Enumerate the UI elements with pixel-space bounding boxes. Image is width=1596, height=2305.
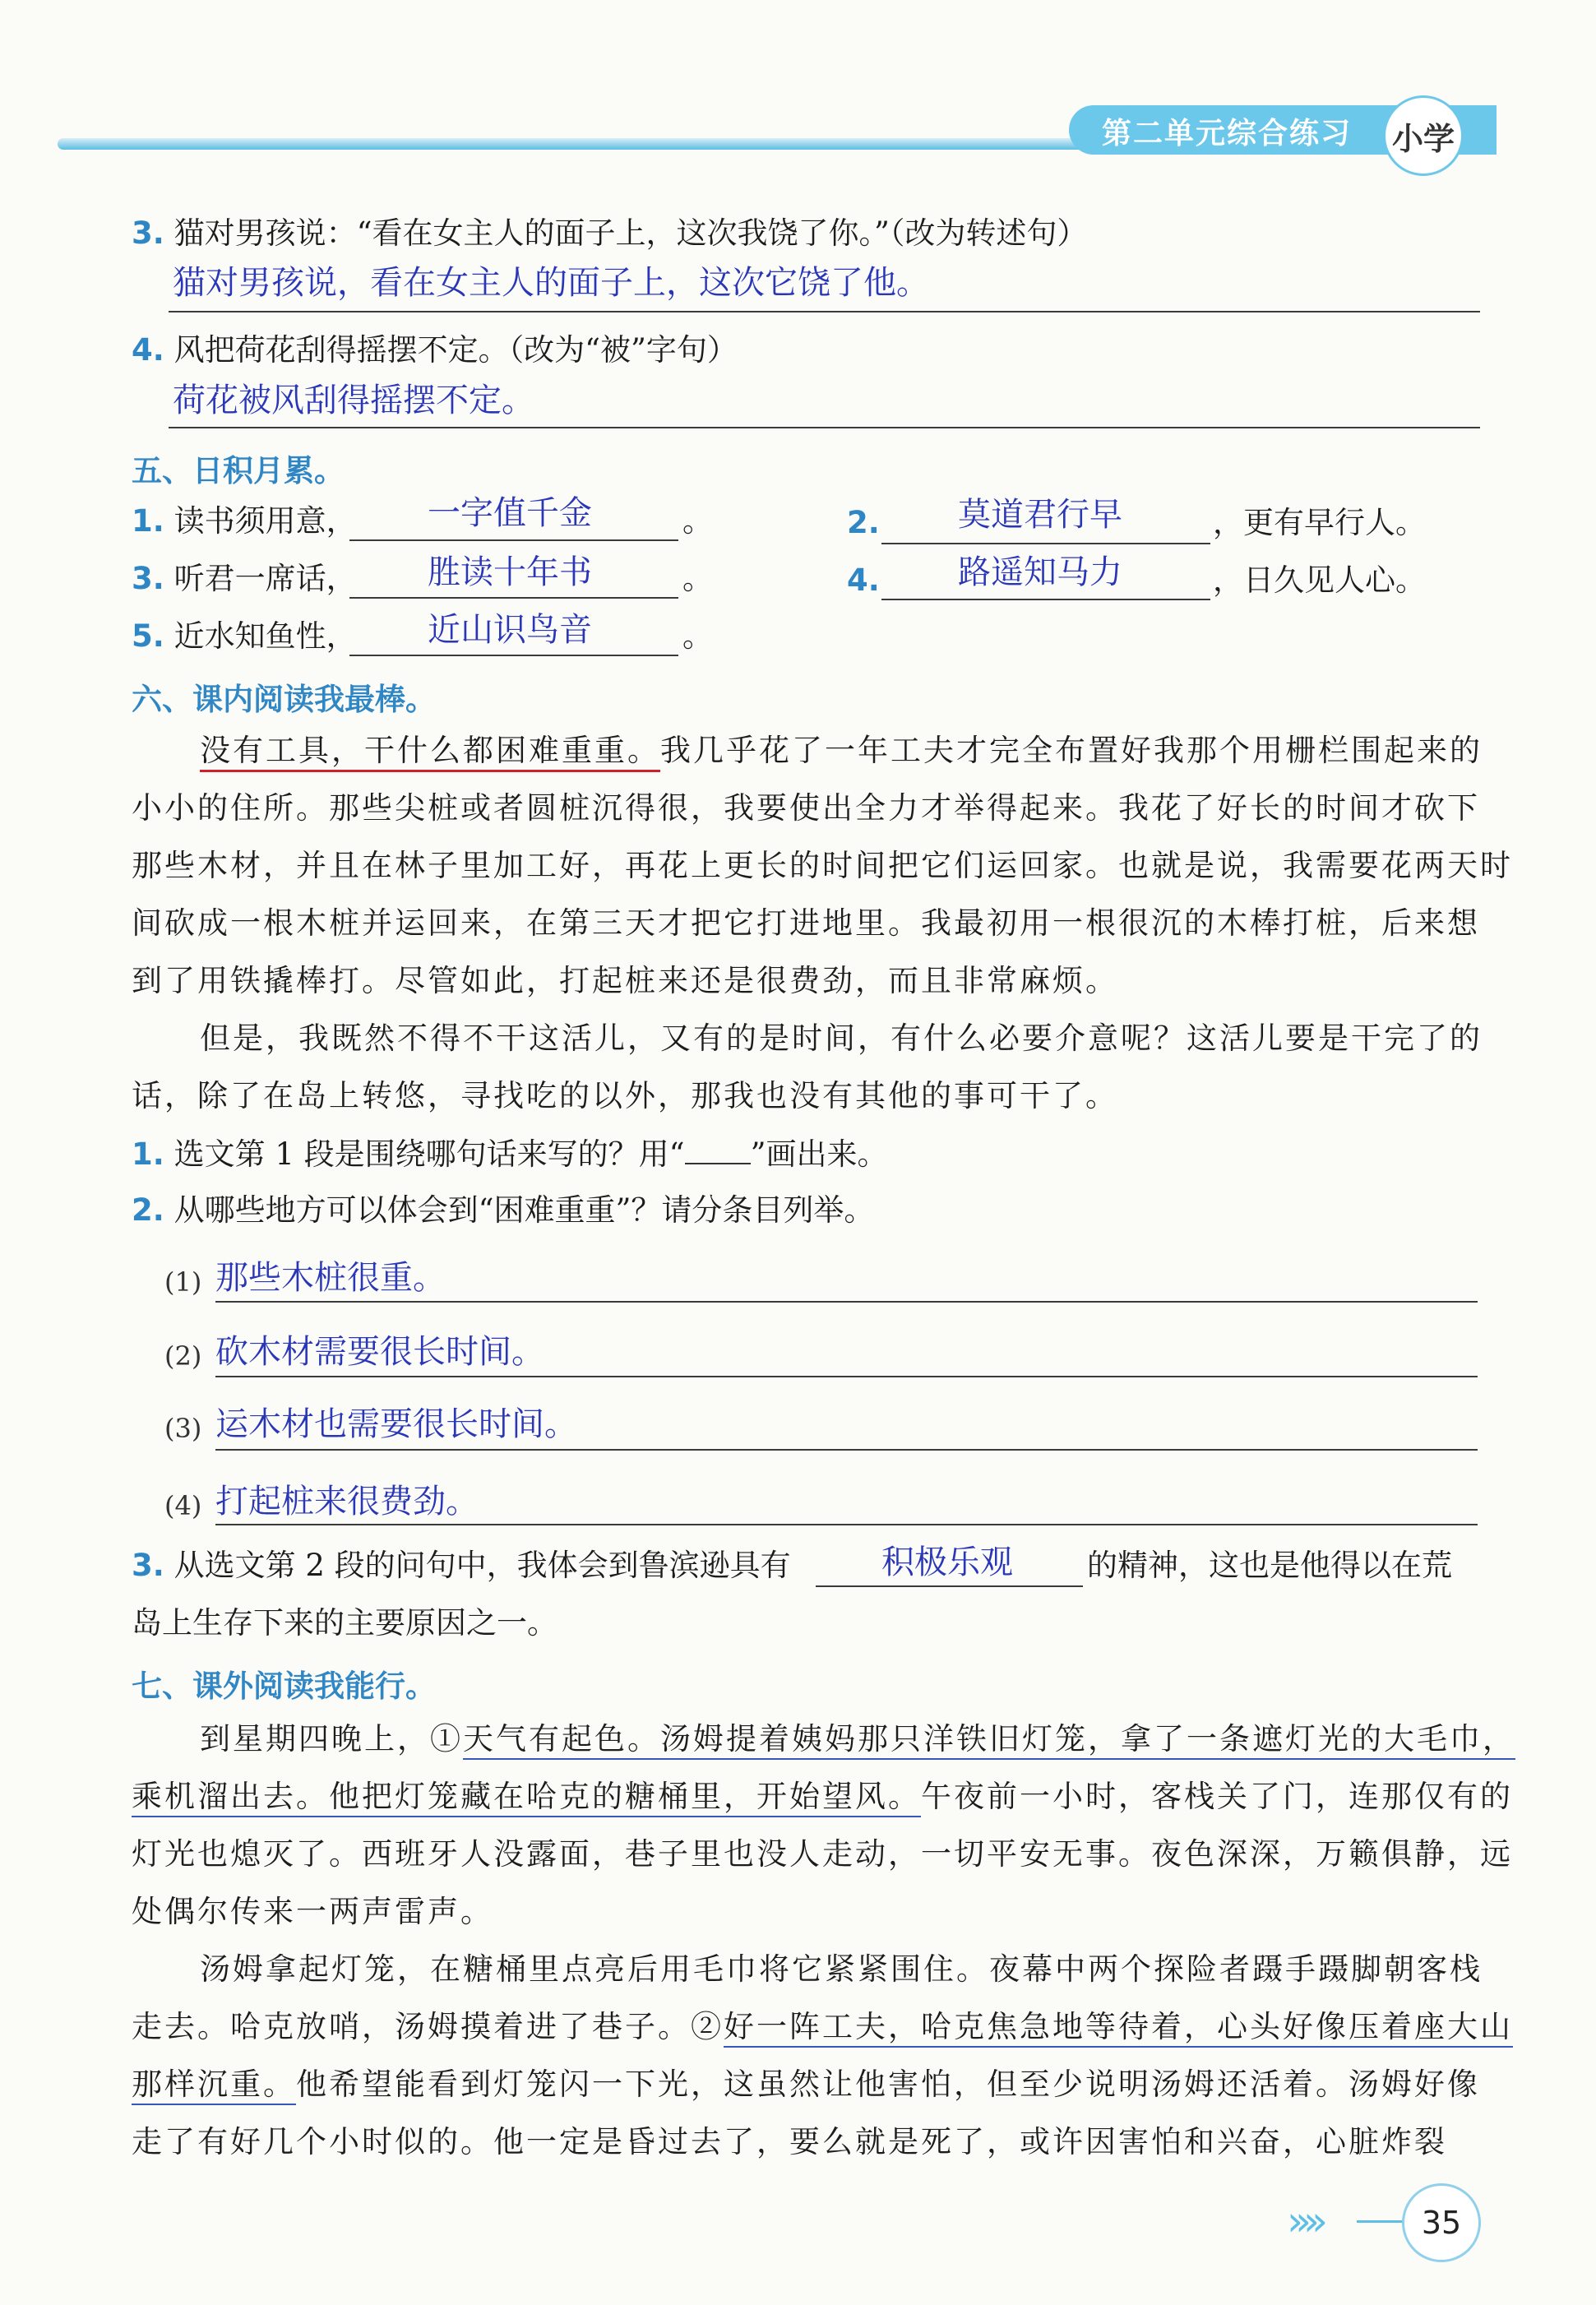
answer-line <box>215 1376 1478 1377</box>
reading-question-2 <box>132 1191 874 1230</box>
question-number: 2. <box>132 1192 164 1228</box>
underlined-sentence-1-cont: 乘机溜出去。他把灯笼藏在哈克的糖桶里，开始望风。 <box>132 1779 921 1817</box>
question-number: 1. <box>132 1136 164 1172</box>
idiom-item-4 <box>847 561 880 600</box>
question-prompt-line2: 岛上生存下来的主要原因之一。 <box>132 1605 557 1641</box>
chevron-right-icon: ›››› <box>1287 2197 1320 2245</box>
footer-divider <box>1357 2220 1406 2223</box>
underlined-sentence-2: 好一阵工夫，哈克焦急地等待着，心头好像压着座大山 <box>724 2009 1513 2048</box>
fill-line <box>349 539 678 541</box>
idiom-item-1 <box>132 502 357 541</box>
answer-line <box>169 427 1480 428</box>
item-number: 4. <box>847 562 880 598</box>
passage-text: 我几乎花了一年工夫才完全布置好我那个用栅栏围起来的 <box>660 733 1483 768</box>
passage-line: 那些木材，并且在林子里加工好，再花上更长的时间把它们运回家。也就是说，我需要花两天时 <box>132 848 1513 883</box>
passage-line: 处偶尔传来一两声雷声。 <box>132 1894 493 1929</box>
answer-text: 运木材也需要很长时间。 <box>215 1405 577 1443</box>
underlined-sentence-2-cont: 那样沉重。 <box>132 2067 296 2105</box>
passage-line: 到了用铁撬棒打。尽管如此，打起桩来还是很费劲，而且非常麻烦。 <box>132 963 1118 998</box>
passage-line <box>200 1710 1515 1768</box>
passage-line <box>132 1998 1513 2056</box>
answer-line <box>215 1524 1478 1525</box>
passage-line: 但是，我既然不得不干这活儿，又有的是时间，有什么必要介意呢？这活儿要是干完了的 <box>200 1021 1483 1056</box>
question-number: 4. <box>132 332 164 368</box>
fill-answer: 路遥知马力 <box>958 553 1122 591</box>
passage-line <box>132 2056 1480 2113</box>
fill-answer: 一字值千金 <box>428 494 592 532</box>
passage-line: 灯光也熄灭了。西班牙人没露面，巷子里也没人走动，一切平安无事。夜色深深，万籁俱静，远 <box>132 1836 1513 1872</box>
fill-line <box>881 543 1210 544</box>
question-prompt: 从哪些地方可以体会到“困难重重”？请分条目列举。 <box>173 1192 875 1228</box>
item-tail: 。 <box>682 618 713 654</box>
answer-line <box>215 1449 1478 1451</box>
item-number: 5. <box>132 618 164 654</box>
answer-label: (3) <box>164 1413 202 1444</box>
answer-label: (4) <box>164 1490 202 1521</box>
question-number: 3. <box>132 215 164 251</box>
passage-line: 间砍成一根木桩并运回来，在第三天才把它打进地里。我最初用一根很沉的木棒打桩，后来想 <box>132 905 1480 941</box>
reading-question-1 <box>132 1135 887 1174</box>
answer-text: 那些木桩很重。 <box>215 1259 446 1297</box>
fill-answer: 莫道君行早 <box>958 496 1122 534</box>
item-number: 2. <box>847 505 880 540</box>
answer-label: (1) <box>164 1266 202 1298</box>
question-prompt: 从选文第 2 段的问句中，我体会到鲁滨逊具有 <box>173 1548 791 1583</box>
reading-question-3 <box>132 1546 791 1585</box>
question-prompt-tail: ”画出来。 <box>750 1136 888 1172</box>
fill-line <box>349 597 678 599</box>
fill-line <box>816 1585 1083 1587</box>
item-text: 听君一席话， <box>173 561 357 596</box>
passage-line <box>200 722 1483 780</box>
question-4 <box>132 331 738 370</box>
idiom-item-2 <box>847 503 880 543</box>
underlined-sentence-1: 天气有起色。汤姆提着姨妈那只洋铁旧灯笼，拿了一条遮灯光的大毛巾， <box>463 1721 1515 1760</box>
item-tail: 。 <box>682 503 713 539</box>
key-sentence-underlined: 没有工具，干什么都困难重重。 <box>200 733 660 772</box>
unit-title: 第二单元综合练习 <box>1102 117 1353 150</box>
passage-line <box>132 1768 1513 1826</box>
answer-text: 猫对男孩说，看在女主人的面子上，这次它饶了他。 <box>173 264 929 302</box>
passage-text: 他希望能看到灯笼闪一下光，这虽然让他害怕，但至少说明汤姆还活着。汤姆好像 <box>296 2067 1480 2102</box>
answer-text: 荷花被风刮得摇摆不定。 <box>173 382 534 419</box>
passage-line: 走了有好几个小时似的。他一定是昏过去了，要么就是死了，或许因害怕和兴奋，心脏炸裂 <box>132 2124 1447 2159</box>
item-text: 近水知鱼性， <box>173 618 357 654</box>
answer-label: (2) <box>164 1340 202 1372</box>
passage-line: 话，除了在岛上转悠，寻找吃的以外，那我也没有其他的事可干了。 <box>132 1078 1118 1113</box>
answer-text: 砍木材需要很长时间。 <box>215 1333 544 1371</box>
page-number: 35 <box>1402 2183 1481 2262</box>
item-number: 1. <box>132 503 164 539</box>
fill-answer: 积极乐观 <box>881 1544 1013 1581</box>
item-text: 读书须用意， <box>173 503 357 539</box>
question-prompt: 猫对男孩说：“看在女主人的面子上，这次我饶了你。”（改为转述句） <box>173 215 1088 251</box>
question-prompt: 风把荷花刮得摇摆不定。（改为“被”字句） <box>173 332 738 368</box>
answer-line <box>169 311 1480 312</box>
fill-answer: 近山识鸟音 <box>428 611 592 649</box>
section-title: 七、课外阅读我能行。 <box>132 1669 436 1704</box>
passage-line: 小小的住所。那些尖桩或者圆桩沉得很，我要使出全力才举得起来。我花了好长的时间才砍下 <box>132 790 1480 826</box>
answer-line <box>215 1301 1478 1303</box>
section-title: 五、日积月累。 <box>132 453 345 488</box>
idiom-item-3 <box>132 559 357 599</box>
item-tail: 。 <box>682 561 713 596</box>
fill-line <box>881 599 1210 600</box>
idiom-item-5 <box>132 617 357 656</box>
question-prompt-tail: 的精神，这也是他得以在荒 <box>1087 1548 1452 1583</box>
item-number: 3. <box>132 561 164 596</box>
item-tail: ，日久见人心。 <box>1213 562 1426 598</box>
grade-badge: 小学 <box>1383 95 1464 176</box>
fill-answer: 胜读十年书 <box>428 553 592 591</box>
question-3 <box>132 214 1087 253</box>
passage-text: 到星期四晚上，① <box>200 1721 463 1757</box>
question-number: 3. <box>132 1548 164 1583</box>
passage-line: 汤姆拿起灯笼，在糖桶里点亮后用毛巾将它紧紧围住。夜幕中两个探险者蹑手蹑脚朝客栈 <box>200 1951 1483 1987</box>
passage-text: 午夜前一小时，客栈关了门，连那仅有的 <box>921 1779 1513 1814</box>
section-title: 六、课内阅读我最棒。 <box>132 682 436 717</box>
item-tail: ，更有早行人。 <box>1213 505 1426 540</box>
underline-symbol <box>685 1135 751 1164</box>
answer-text: 打起桩来很费劲。 <box>215 1483 479 1520</box>
passage-text: 走去。哈克放哨，汤姆摸着进了巷子。② <box>132 2009 724 2044</box>
fill-line <box>349 655 678 656</box>
question-prompt: 选文第 1 段是围绕哪句话来写的？用“ <box>173 1136 685 1172</box>
